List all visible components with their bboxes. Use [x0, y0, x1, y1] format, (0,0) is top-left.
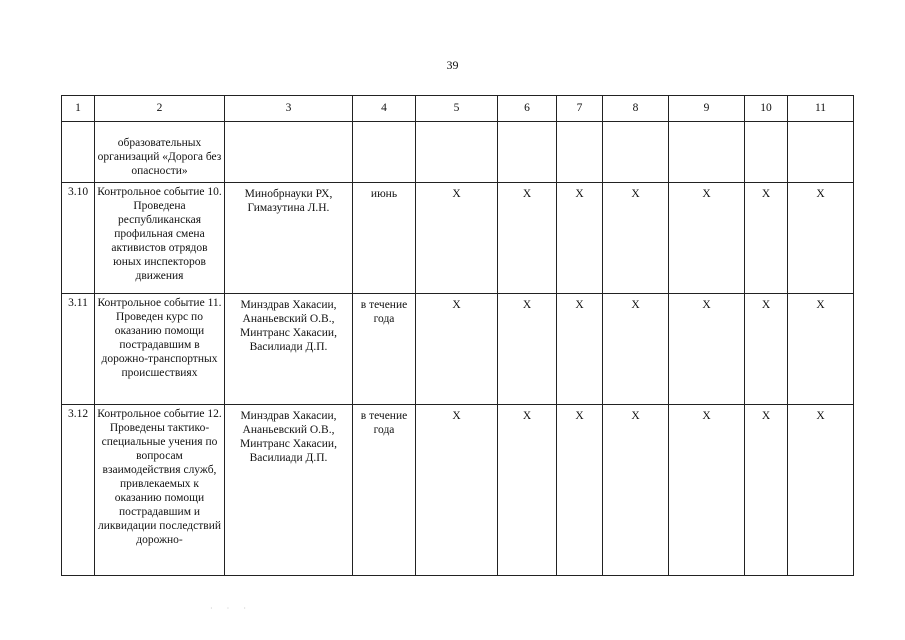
- mark-cell: Х: [788, 405, 854, 576]
- empty-cell: [603, 122, 669, 183]
- mark-cell: Х: [669, 405, 745, 576]
- empty-cell: [416, 122, 498, 183]
- mark-cell: Х: [557, 405, 603, 576]
- empty-cell: [557, 122, 603, 183]
- table-row: [62, 183, 854, 294]
- mark-cell: Х: [745, 405, 788, 576]
- header-cell: 9: [669, 96, 745, 122]
- responsible-cell: Минобрнауки РХ, Гимазутина Л.Н.: [225, 183, 353, 294]
- table-row: [62, 294, 854, 405]
- mark-cell: Х: [745, 294, 788, 405]
- header-cell: 2: [95, 96, 225, 122]
- header-cell: 6: [498, 96, 557, 122]
- mark-cell: Х: [498, 183, 557, 294]
- description-cell: образовательных организаций «Дорога без опасности»: [95, 122, 225, 183]
- term-cell: в течение года: [353, 294, 416, 405]
- responsible-cell: Минздрав Хакасии, Ананьевский О.В., Минтранс Хакасии, Василиади Д.П.: [225, 405, 353, 576]
- description-cell: Контрольное событие 12. Проведены тактико-специальные учения по вопросам взаимодействия служб, привлекаемых к оказанию помощи пострадавшим и ликвидации последствий дорожно-: [95, 405, 225, 576]
- row-number-cell: 3.11: [62, 294, 95, 405]
- mark-cell: Х: [416, 294, 498, 405]
- header-cell: 8: [603, 96, 669, 122]
- header-row: [62, 96, 854, 122]
- empty-cell: [353, 122, 416, 183]
- mark-cell: Х: [669, 183, 745, 294]
- header-cell: 5: [416, 96, 498, 122]
- description-cell: Контрольное событие 11. Проведен курс по оказанию помощи пострадавшим в дорожно-транспортных происшествиях: [95, 294, 225, 405]
- header-cell: 1: [62, 96, 95, 122]
- header-cell: 3: [225, 96, 353, 122]
- mark-cell: Х: [788, 183, 854, 294]
- mark-cell: Х: [557, 183, 603, 294]
- mark-cell: Х: [498, 294, 557, 405]
- table-row: [62, 405, 854, 576]
- empty-cell: [788, 122, 854, 183]
- term-cell: в течение года: [353, 405, 416, 576]
- row-number-cell: 3.10: [62, 183, 95, 294]
- header-cell: 4: [353, 96, 416, 122]
- empty-cell: [225, 122, 353, 183]
- scan-artifact: · · ·: [210, 604, 252, 613]
- mark-cell: Х: [557, 294, 603, 405]
- mark-cell: Х: [416, 183, 498, 294]
- row-number-cell: 3.12: [62, 405, 95, 576]
- empty-cell: [498, 122, 557, 183]
- header-cell: 10: [745, 96, 788, 122]
- empty-cell: [669, 122, 745, 183]
- row-number-cell: [62, 122, 95, 183]
- mark-cell: Х: [416, 405, 498, 576]
- mark-cell: Х: [603, 183, 669, 294]
- responsible-cell: Минздрав Хакасии, Ананьевский О.В., Минтранс Хакасии, Василиади Д.П.: [225, 294, 353, 405]
- description-cell: Контрольное событие 10. Проведена республиканская профильная смена активистов отрядов юных инспекторов движения: [95, 183, 225, 294]
- table-row-continuation: [62, 122, 854, 183]
- plan-table: [61, 95, 854, 576]
- header-cell: 11: [788, 96, 854, 122]
- mark-cell: Х: [603, 405, 669, 576]
- term-cell: июнь: [353, 183, 416, 294]
- mark-cell: Х: [603, 294, 669, 405]
- mark-cell: Х: [498, 405, 557, 576]
- header-cell: 7: [557, 96, 603, 122]
- page-number: 39: [446, 58, 459, 72]
- mark-cell: Х: [745, 183, 788, 294]
- mark-cell: Х: [788, 294, 854, 405]
- mark-cell: Х: [669, 294, 745, 405]
- empty-cell: [745, 122, 788, 183]
